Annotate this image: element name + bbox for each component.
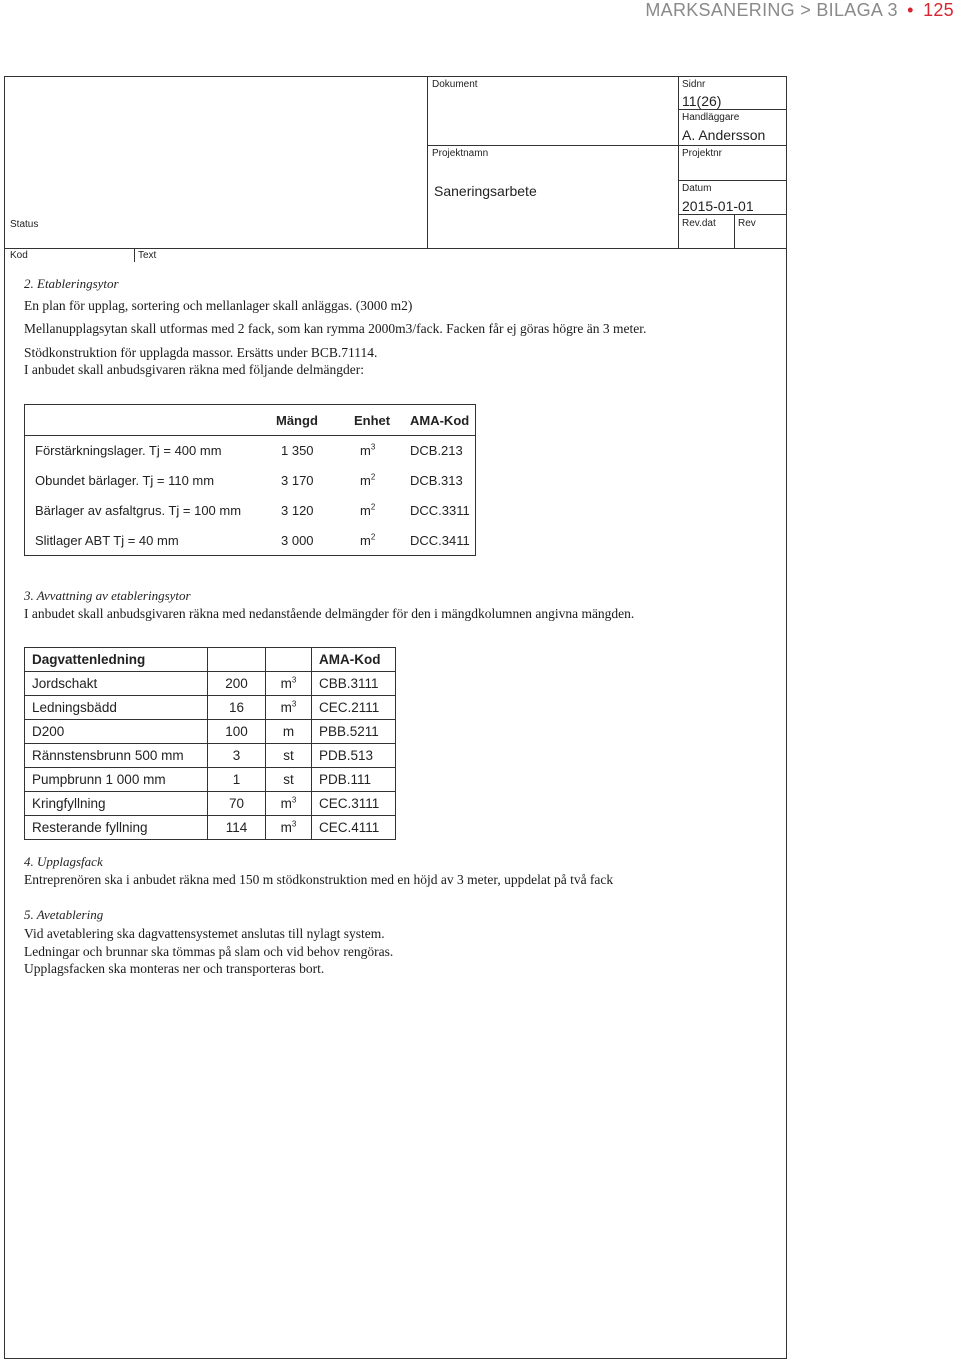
row-code: CEC.3111 [312, 792, 396, 816]
row-code: CBB.3111 [312, 672, 396, 696]
section5-heading: 5. Avetablering [24, 907, 104, 922]
form-divider-kod [134, 248, 135, 262]
sidnr-label: Sidnr [682, 79, 706, 90]
row-code: CEC.4111 [312, 816, 396, 840]
handlaggare-value: A. Andersson [682, 127, 766, 143]
form-line-projekt [427, 145, 787, 146]
row-code: DCB.313 [410, 472, 463, 488]
table-row [25, 816, 396, 840]
status-label: Status [10, 219, 39, 230]
row-code: DCC.3411 [410, 532, 470, 548]
page-header [645, 0, 954, 21]
section4-heading: 4. Upplagsfack [24, 854, 103, 869]
datum-value: 2015-01-01 [682, 198, 754, 214]
header-dagvattenledning: Dagvattenledning [25, 648, 208, 672]
table-row [25, 768, 396, 792]
dokument-label: Dokument [432, 79, 478, 90]
row-unit: $m^2$ [360, 502, 376, 518]
row-desc: Jordschakt [25, 672, 208, 696]
row-unit: $m^3$ [266, 792, 312, 816]
row-unit: $m^2$ [360, 472, 376, 488]
row-qty: 3 170 [281, 472, 314, 488]
row-code: PDB.513 [312, 744, 396, 768]
row-qty: 200 [208, 672, 266, 696]
row-qty: 1 [208, 768, 266, 792]
row-unit: m [266, 720, 312, 744]
row-code: PBB.5211 [312, 720, 396, 744]
drainage-table [24, 647, 396, 840]
handlaggare-label: Handläggare [682, 112, 740, 123]
datum-label: Datum [682, 183, 712, 194]
row-unit: st [266, 768, 312, 792]
form-line-sidnr [678, 109, 787, 110]
projektnamn-label: Projektnamn [432, 148, 489, 159]
row-code: DCB.213 [410, 442, 463, 458]
section2-heading: 2. Etableringsytor [24, 276, 119, 291]
form-line-header-bottom [4, 248, 787, 249]
row-qty: 16 [208, 696, 266, 720]
section4-line: Entreprenören ska i anbudet räkna med 150 m stödkonstruktion med en höjd av 3 meter, uppdelat på två fack [24, 872, 614, 887]
section3-heading: 3. Avvattning av etableringsytor [24, 588, 191, 603]
form-line-rev [678, 214, 787, 215]
row-desc: Förstärkningslager. Tj = 400 mm [35, 442, 222, 458]
row-desc: Pumpbrunn 1 000 mm [25, 768, 208, 792]
table-row [25, 792, 396, 816]
row-qty: 3 [208, 744, 266, 768]
row-unit: st [266, 744, 312, 768]
row-desc: Resterande fyllning [25, 816, 208, 840]
row-desc: Slitlager ABT Tj = 40 mm [35, 532, 179, 548]
row-code: DCC.3311 [410, 502, 470, 518]
row-desc: Bärlager av asfaltgrus. Tj = 100 mm [35, 502, 242, 518]
section2-line-2: Mellanupplagsytan skall utformas med 2 fack, som kan rymma 2000m3/fack. Facken får ej göras högre än 3 meter. [24, 321, 647, 336]
row-qty: 3 000 [281, 532, 314, 548]
row-desc: Obundet bärlager. Tj = 110 mm [35, 472, 215, 488]
row-qty: 1 350 [281, 442, 314, 458]
table-row [25, 465, 475, 495]
form-divider-rev [734, 214, 735, 248]
section2-line-4: I anbudet skall anbudsgivaren räkna med följande delmängder: [24, 362, 365, 377]
section2-line-1: En plan för upplag, sortering och mellanlager skall anläggas. (3000 m2) [24, 298, 413, 313]
section5-line-1: Vid avetablering ska dagvattensystemet anslutas till nylagt system. [24, 926, 385, 941]
header-ama-kod: AMA-Kod [312, 648, 396, 672]
header-enhet: Enhet [354, 412, 391, 428]
row-qty: 3 120 [281, 502, 314, 518]
header-title: MARKSANERING > BILAGA 3 [645, 0, 898, 20]
row-qty: 70 [208, 792, 266, 816]
section2-line-3: Stödkonstruktion för upplagda massor. Ersätts under BCB.71114. [24, 345, 378, 360]
header-ama-kod: AMA-Kod [410, 412, 470, 428]
row-unit: $m^3$ [266, 816, 312, 840]
table-row [25, 495, 475, 525]
text-label: Text [138, 250, 157, 261]
form-divider-right [678, 76, 679, 248]
section3-line: I anbudet skall anbudsgivaren räkna med nedanstående delmängder för den i mängdkolumnen angivna mängden. [24, 606, 635, 621]
table-row [25, 672, 396, 696]
table-row [25, 435, 475, 465]
row-code: CEC.2111 [312, 696, 396, 720]
header-mangd: Mängd [276, 412, 318, 428]
row-qty: 100 [208, 720, 266, 744]
sidnr-value: 11(26) [682, 93, 722, 109]
row-code: PDB.111 [312, 768, 396, 792]
row-qty: 114 [208, 816, 266, 840]
table-row [25, 720, 396, 744]
row-unit: $m^3$ [360, 442, 376, 458]
rev-label: Rev [738, 218, 756, 229]
table-row [25, 696, 396, 720]
header-bullet: • [907, 0, 914, 20]
section5-line-3: Upplagsfacken ska monteras ner och transporteras bort. [24, 961, 325, 976]
form-line-datum [678, 180, 787, 181]
quantity-table-2 [24, 404, 476, 556]
row-unit: $m^2$ [360, 532, 376, 548]
row-desc: Rännstensbrunn 500 mm [25, 744, 208, 768]
row-unit: $m^3$ [266, 696, 312, 720]
section5-line-2: Ledningar och brunnar ska tömmas på slam och vid behov rengöras. [24, 944, 394, 959]
table-row [25, 525, 475, 555]
header-page-number: 125 [923, 0, 954, 20]
row-desc: Kringfyllning [25, 792, 208, 816]
table-row [25, 744, 396, 768]
row-desc: Ledningsbädd [25, 696, 208, 720]
projektnr-label: Projektnr [682, 148, 723, 159]
kod-label: Kod [10, 250, 28, 261]
row-unit: $m^3$ [266, 672, 312, 696]
form-divider-main [427, 76, 428, 248]
revdat-label: Rev.dat [682, 218, 716, 229]
projektnamn-value: Saneringsarbete [434, 183, 537, 199]
row-desc: D200 [25, 720, 208, 744]
